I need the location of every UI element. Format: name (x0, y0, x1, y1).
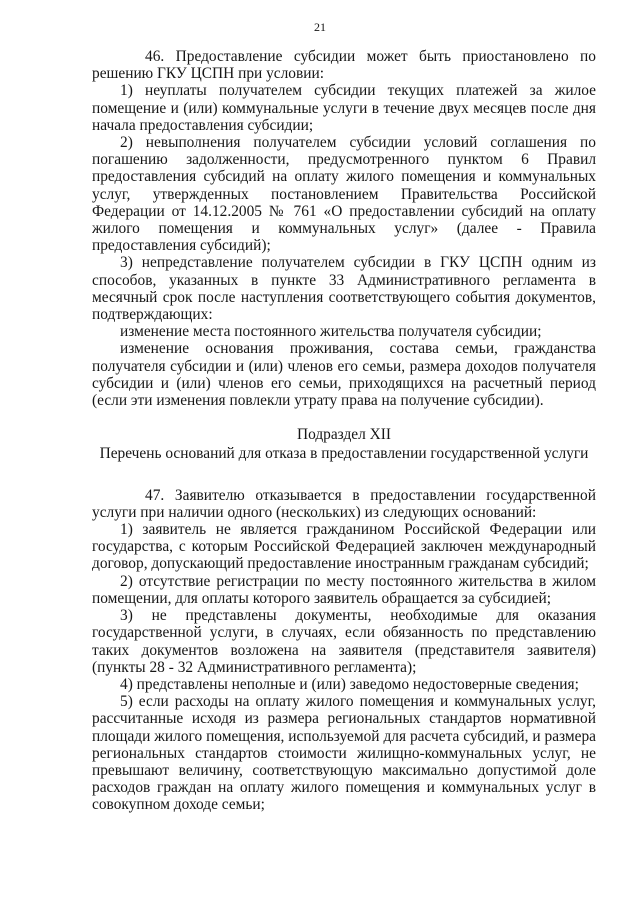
paragraph-46-item-3: 3) непредставление получателем субсидии в ГКУ ЦСПН одним из способов, указанных в пункте 33 Административного регламента в месячный срок после наступления соответствующего события документов, подтверждающих: (92, 254, 596, 324)
subsection-label: Подраздел XII (296, 426, 392, 444)
paragraph-46-item-3-sub-2: изменение основания проживания, состава семьи, гражданства получателя субсидии и (или) членов его семьи, размера доходов получателя субсидии и (или) членов его семьи, приходящихся на расчетный период (если эти изменения повлекли утрату права на получение субсидии). (92, 340, 596, 410)
paragraph-46-item-2: 2) невыполнения получателем субсидии условий соглашения по погашению задолженности, предусмотренного пунктом 6 Правил предоставления субсидий на оплату жилого помещения и коммунальных услуг, утвержденных постановлением Правительства Российской Федерации от 14.12.2005 № 761 «О предоставлении субсидий на оплату жилого помещения и коммунальных услуг» (далее - Правила предоставления субсидий); (92, 134, 596, 255)
paragraph-47-item-3: 3) не представлены документы, необходимые для оказания государственной услуги, в случаях, если обязанность по представлению таких документов возложена на заявителя (представителя заявителя) (пункты 28 - 32 Административного регламента); (92, 607, 596, 676)
paragraph-47-intro: 47. Заявителю отказывается в предоставлении государственной услуги при наличии одного (нескольких) из следующих оснований: (92, 486, 596, 521)
paragraph-47-item-4: 4) представлены неполные и (или) заведомо недостоверные сведения; (120, 675, 579, 693)
document-body (92, 48, 596, 814)
paragraph-47-item-1: 1) заявитель не является гражданином Российской Федерации или государства, с которым Российской Федерацией заключен международный договор, допускающий предоставление иностранным гражданам субсидий; (92, 521, 596, 573)
subsection-title: Перечень оснований для отказа в предоставлении государственной услуги (99, 445, 589, 463)
paragraph-46-item-1: 1) неуплаты получателем субсидии текущих платежей за жилое помещение и (или) коммунальные услуги в течение двух месяцев после дня начала предоставления субсидии; (92, 82, 596, 134)
paragraph-46-intro: 46. Предоставление субсидии может быть приостановлено по решению ГКУ ЦСПН при условии: (92, 48, 596, 83)
page-number: 21 (314, 20, 326, 34)
paragraph-47-item-2: 2) отсутствие регистрации по месту постоянного жительства в жилом помещении, для оплаты которого заявитель обращается за субсидией; (92, 572, 596, 607)
paragraph-47-item-5: 5) если расходы на оплату жилого помещения и коммунальных услуг, рассчитанные исходя из размера региональных стандартов нормативной площади жилого помещения, используемой для расчета субсидий, и размера региональных стандартов стоимости жилищно-коммунальных услуг, не превышают величину, соответствующую максимально допустимой доле расходов граждан на оплату жилого помещения и коммунальных услуг в совокупном доходе семьи; (92, 693, 596, 814)
paragraph-46-item-3-sub-1: изменение места постоянного жительства получателя субсидии; (120, 323, 542, 341)
